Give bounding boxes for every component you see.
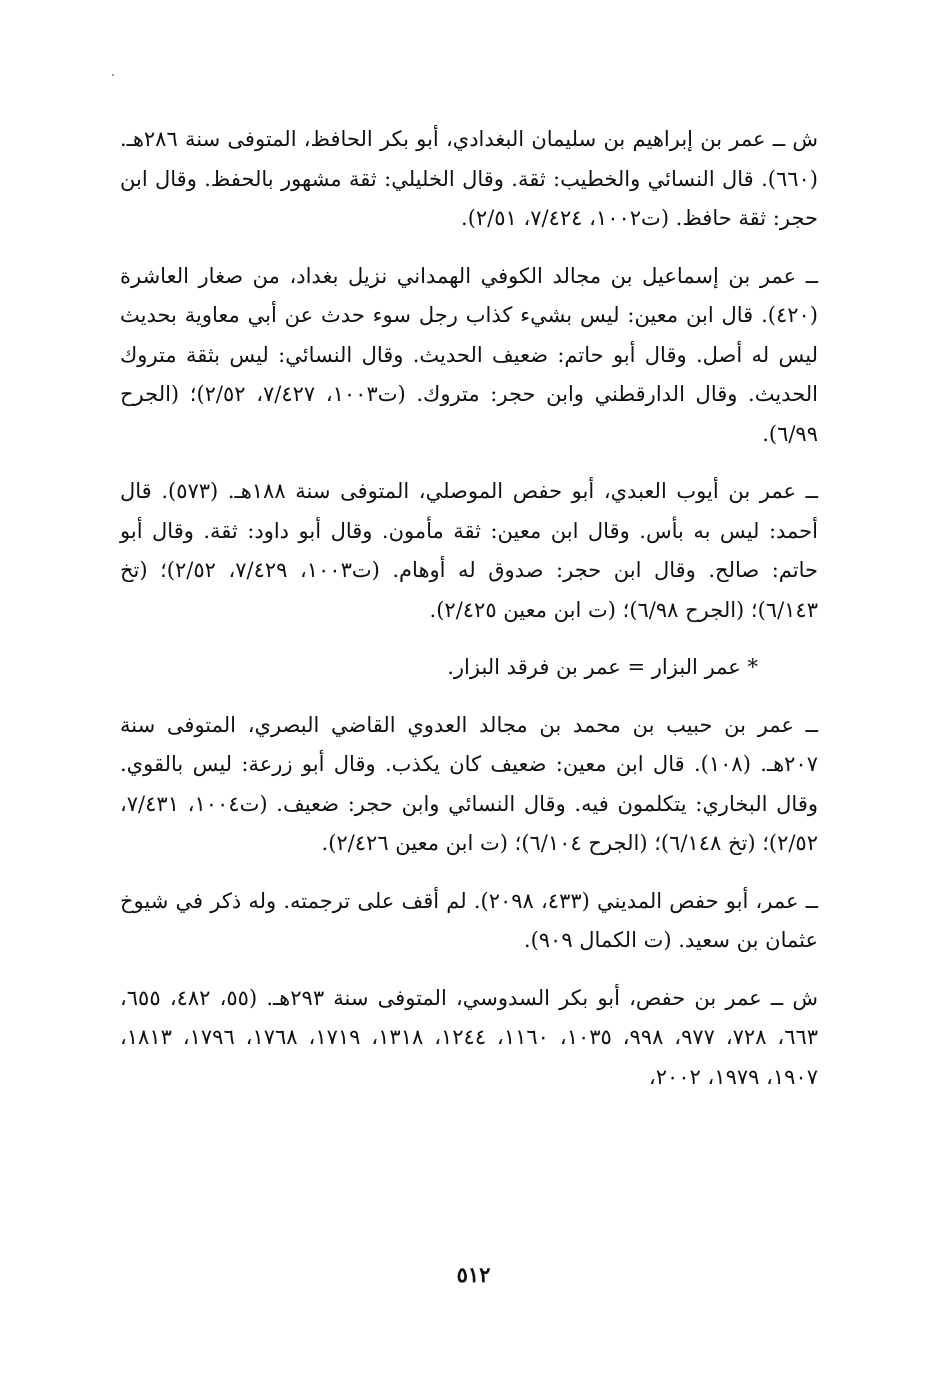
entry-umar-al-bazzar-crossref: * عمر البزار = عمر بن فرقد البزار. xyxy=(447,655,758,679)
entries-block xyxy=(120,120,818,1097)
entry-umar-ibn-ibrahim: ش ــ عمر بن إبراهيم بن سليمان البغدادي، أبو بكر الحافظ، المتوفى سنة ٢٨٦هـ. (٦٦٠). قال النسائي والخطيب: ثقة. وقال الخليلي: ثقة مشهور بالحفظ. وقال ابن حجر: ثقة حافظ. (ت١٠٠٢، ٧/٤٢٤، ٢/٥١). xyxy=(120,127,818,230)
entry-umar-abu-hafs-al-madini: ــ عمر، أبو حفص المديني (٤٣٣، ٢٠٩٨). لم أقف على ترجمته. وله ذكر في شيوخ عثمان بن سعيد. (ت الكمال ٩٠٩). xyxy=(120,888,819,952)
entry-umar-ibn-hafs: ش ــ عمر بن حفص، أبو بكر السدوسي، المتوفى سنة ٢٩٣هـ. (٥٥، ٤٨٢، ٦٥٥، ٦٦٣، ٧٢٨، ٩٧٧، ٩٩٨، ١٠٣٥، ١١٦٠، ١٢٤٤، ١٣١٨، ١٧١٩، ١٧٦٨، ١٧٩٦، ١٨١٣، ١٩٠٧، ١٩٧٩، ٢٠٠٢، xyxy=(120,985,819,1089)
entry-umar-ibn-habib: ــ عمر بن حبيب بن محمد بن مجالد العدوي القاضي البصري، المتوفى سنة ٢٠٧هـ. (١٠٨). قال ابن معين: ضعيف كان يكذب. وقال أبو زرعة: ليس بالقوي. وقال البخاري: يتكلمون فيه. وقال النسائي وابن حجر: ضعيف. (ت١٠٠٤، ٧/٤٣١، ٢/٥٢)؛ (تخ ٦/١٤٨)؛ (الجرح ٦/١٠٤)؛ (ت ابن معين ٢/٤٢٦). xyxy=(120,712,819,855)
scan-speck xyxy=(112,74,114,76)
page-number: ٥١٢ xyxy=(456,1262,491,1287)
entry-umar-ibn-ismail: ــ عمر بن إسماعيل بن مجالد الكوفي الهمداني نزيل بغداد، من صغار العاشرة (٤٢٠). قال ابن معين: ليس بشيء كذاب رجل سوء حدث عن أبي معاوية بحديث ليس له أصل. وقال أبو حاتم: ضعيف الحديث. وقال النسائي: ليس بثقة متروك الحديث. وقال الدارقطني وابن حجر: متروك. (ت١٠٠٣، ٧/٤٢٧، ٢/٥٢)؛ (الجرح ٦/٩٩). xyxy=(120,263,818,446)
entry-umar-ibn-ayyub: ــ عمر بن أيوب العبدي، أبو حفص الموصلي، المتوفى سنة ١٨٨هـ. (٥٧٣). قال أحمد: ليس به بأس. وقال ابن معين: ثقة مأمون. وقال أبو داود: ثقة. وقال أبو حاتم: صالح. وقال ابن حجر: صدوق له أوهام. (ت١٠٠٣، ٧/٤٢٩، ٢/٥٢)؛ (تخ ٦/١٤٣)؛ (الجرح ٦/٩٨)؛ (ت ابن معين ٢/٤٢٥). xyxy=(120,479,818,622)
